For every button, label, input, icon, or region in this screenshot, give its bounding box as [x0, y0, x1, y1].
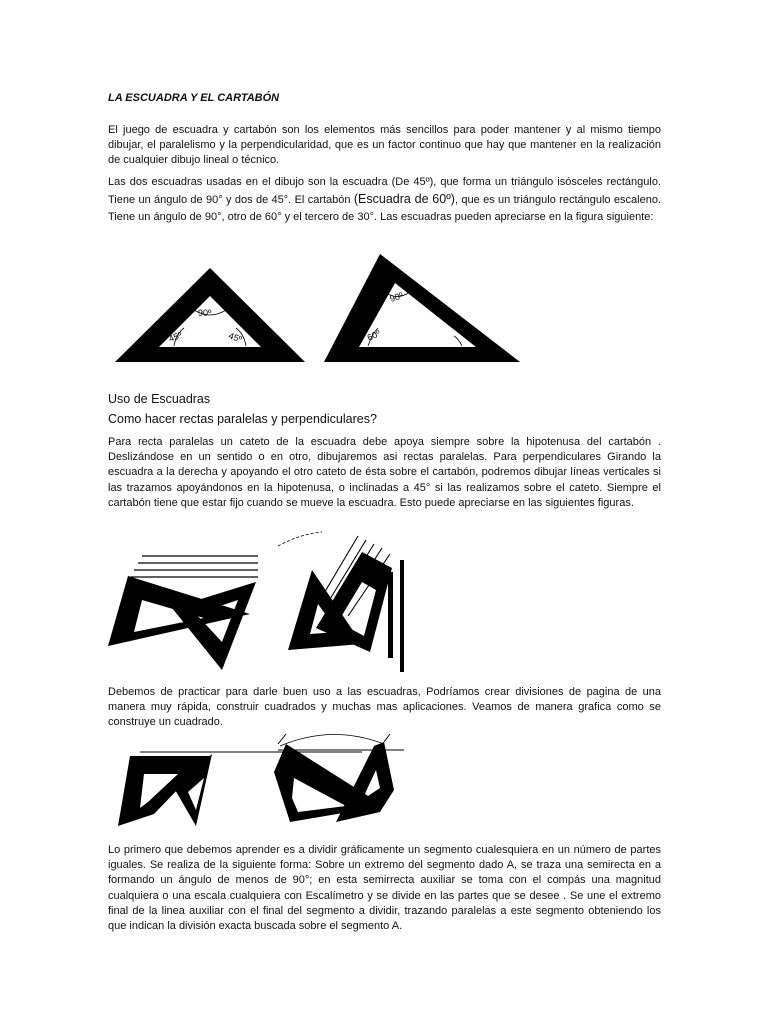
cartabon-label-90: 90º: [388, 290, 405, 304]
figure-escuadra-cartabon: [110, 250, 580, 370]
cartabon-label-60: 60º: [365, 328, 382, 343]
escuadra-label-90: 90º: [198, 308, 212, 318]
paragraph-escuadras-part2: , que es un triángulo rectángulo escaleno. Tiene un ángulo de 90°, otro de 60° y el tercero de 30°. Las escuadras pueden apreciarse en la figura siguiente:: [108, 194, 661, 223]
escuadra-label-45-left: 45º: [167, 329, 184, 344]
paragraph-escuadras: [108, 174, 661, 226]
paragraph-escuadras-highlight: (Escuadra de 60º): [353, 192, 455, 206]
paragraph-dividir-segmento: Lo primero que debemos aprender es a dividir gráficamente un segmento cualesquiera en un número de partes iguales. Se realiza de la siguiente forma: Sobre un extremo del segmento dado A, se traza una semirecta en a formando un ángulo de menos de 90°; en esta semirrecta auxiliar se toma con el compás una magnitud cualquiera o una escala cualquiera con Escalímetro y se divide en las partes que se desee . Se une el extremo final de la linea auxiliar con el final del segmento a dividir, trazando paralelas a este segmento obteniendo los que indican la división exacta buscada sobre el segmento A.: [108, 844, 661, 933]
figure-construir-cuadrado: [100, 730, 410, 835]
escuadra-triangle: [115, 268, 305, 362]
figure-rectas-paralelas: [100, 528, 420, 683]
cartabon-label-30: 30º: [471, 335, 485, 345]
square-step2-diagram: [274, 734, 404, 822]
document-title: LA ESCUADRA Y EL CARTABÓN: [108, 92, 280, 104]
paragraph-escuadras-part1: Las dos escuadras usadas en el dibujo son la escuadra (De 45º), que forma un triángulo isósceles rectángulo. Tiene un ángulo de 90° y dos de 45°. El cartabón: [108, 176, 661, 206]
paragraph-paralelas: Para recta paralelas un cateto de la escuadra debe apoya siempre sobre la hipotenusa del cartabón . Deslizándose en un sentido o en otro, dibujaremos asi rectas paralelas. Para perpendiculares Girando la escuadra a la derecha y apoyando el otro cateto de ésta sobre el cartabón, podremos dibujar líneas verticales si las trazamos apoyándonos en la hipotenusa, o inclinadas a 45° si las realizamos sobre el cateto. Siempre el cartabón tiene que estar fijo cuando se mueve la escuadra. Esto puede apreciarse en las siguientes figuras.: [108, 436, 661, 509]
paragraph-practicar: Debemos de practicar para darle buen uso a las escuadras, Podríamos crear divisiones de pagina de una manera muy rápida, construir cuadrados y muchas mas aplicaciones. Veamos de manera grafica como se construye un cuadrado.: [108, 686, 661, 729]
paragraph-intro: El juego de escuadra y cartabón son los elementos más sencillos para poder mantener y al mismo tiempo dibujar, el paralelismo y la perpendicularidad, que es un factor continuo que hay que mantener en la realización de cualquier dibujo lineal o técnico.: [108, 124, 661, 167]
heading-paralelas-perpendiculares: Como hacer rectas paralelas y perpendiculares?: [108, 412, 377, 426]
parallel-lines-diagram: [108, 556, 258, 670]
escuadra-label-45-right: 45º: [227, 330, 244, 345]
cartabon-triangle: [324, 254, 520, 362]
perpendicular-lines-diagram: [278, 532, 404, 672]
heading-uso-escuadras: Uso de Escuadras: [108, 392, 211, 406]
